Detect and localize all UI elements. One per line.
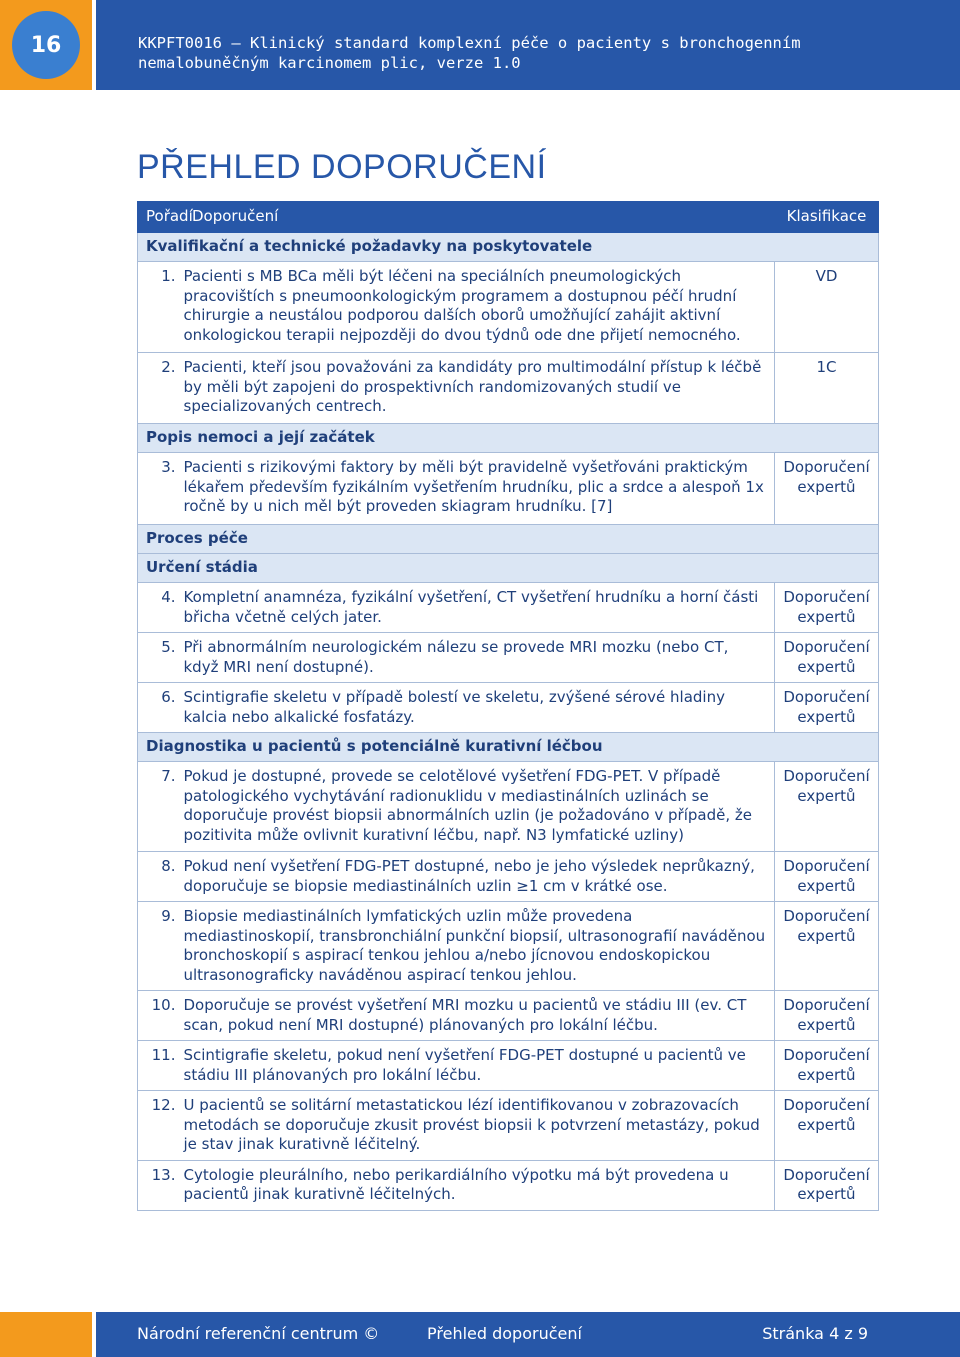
column-header-recommendation: Doporučení — [184, 202, 775, 233]
row-text: Pokud není vyšetření FDG-PET dostupné, nebo je jeho výsledek neprůkazný, doporučuje se biopsie mediastinálních uzlin ≥1 cm v krátké ose. — [184, 852, 775, 902]
table-row — [138, 902, 879, 991]
row-classification: Doporučení expertů — [775, 1160, 879, 1210]
row-number: 6. — [138, 683, 184, 733]
row-number: 3. — [138, 453, 184, 525]
row-text: Při abnormálním neurologickém nálezu se provede MRI mozku (nebo CT, když MRI není dostupné). — [184, 633, 775, 683]
row-number: 1. — [138, 262, 184, 353]
row-classification: Doporučení expertů — [775, 583, 879, 633]
section-row — [138, 233, 879, 262]
footer-organization: Národní referenční centrum © — [137, 1324, 380, 1343]
row-text: Pacienti s rizikovými faktory by měli být pravidelně vyšetřováni praktickým lékařem především fyzikálním vyšetřením hrudníku, plic a srdce a alespoň 1x ročně by u nich měl být proveden skiagram hrudníku. [7] — [184, 453, 775, 525]
table-row — [138, 1091, 879, 1161]
row-classification: Doporučení expertů — [775, 683, 879, 733]
row-number: 2. — [138, 353, 184, 424]
row-classification: Doporučení expertů — [775, 1041, 879, 1091]
section-row — [138, 733, 879, 762]
row-classification: VD — [775, 262, 879, 353]
row-classification: Doporučení expertů — [775, 1091, 879, 1161]
document-title — [138, 33, 938, 73]
section-row — [138, 525, 879, 554]
table-row — [138, 353, 879, 424]
section-title: Popis nemoci a její začátek — [138, 424, 879, 453]
row-number: 4. — [138, 583, 184, 633]
page-number-badge: 16 — [12, 11, 80, 79]
section-title: Určení stádia — [138, 554, 879, 583]
row-text: Pokud je dostupné, provede se celotělové vyšetření FDG-PET. V případě patologického vychytávání radionuklidu v mediastinálních uzlinách se doporučuje provést biopsii abnormálních uzlin (je požadováno v případě, že pozitivita může ovlivnit kurativní léčbu, např. N3 lymfatické uzliny) — [184, 762, 775, 852]
row-text: Pacienti s MB BCa měli být léčeni na speciálních pneumologických pracovištích s pneumoonkologickým programem a dostupnou péčí hrudní chirurgie a neustálou podporou dalších oborů umožňující zahájit aktivní onkologickou terapii nejpozději do dvou týdnů ode dne přijetí nemocného. — [184, 262, 775, 353]
row-number: 5. — [138, 633, 184, 683]
section-row — [138, 554, 879, 583]
table-row — [138, 1160, 879, 1210]
footer-accent-block — [0, 1312, 92, 1357]
table-row — [138, 633, 879, 683]
row-number: 13. — [138, 1160, 184, 1210]
table-row — [138, 991, 879, 1041]
row-classification: Doporučení expertů — [775, 633, 879, 683]
row-text: Kompletní anamnéza, fyzikální vyšetření, CT vyšetření hrudníku a horní části břicha včetně celých jater. — [184, 583, 775, 633]
column-header-order: Pořadí — [138, 202, 184, 233]
section-title: Kvalifikační a technické požadavky na poskytovatele — [138, 233, 879, 262]
table-row — [138, 1041, 879, 1091]
row-number: 7. — [138, 762, 184, 852]
row-classification: 1C — [775, 353, 879, 424]
row-classification: Doporučení expertů — [775, 453, 879, 525]
section-row — [138, 424, 879, 453]
row-number: 11. — [138, 1041, 184, 1091]
row-number: 8. — [138, 852, 184, 902]
row-number: 10. — [138, 991, 184, 1041]
column-header-classification: Klasifikace — [775, 202, 879, 233]
row-classification: Doporučení expertů — [775, 852, 879, 902]
row-text: U pacientů se solitární metastatickou lézí identifikovanou v zobrazovacích metodách se doporučuje zkusit provést biopsii k potvrzení metastázy, pokud je stav jinak kurativně léčitelný. — [184, 1091, 775, 1161]
table-header-row — [138, 202, 879, 233]
section-title: Proces péče — [138, 525, 879, 554]
table-row — [138, 262, 879, 353]
row-text: Biopsie mediastinálních lymfatických uzlin může provedena mediastinoskopií, transbronchiální punkční biopsií, ultrasonografií naváděnou bronchoskopií s aspirací tenkou jehlou a/nebo jícnovou endoskopickou ultrasonograficky naváděnou aspirací tenkou jehlou. — [184, 902, 775, 991]
row-classification: Doporučení expertů — [775, 762, 879, 852]
table-row — [138, 852, 879, 902]
row-number: 9. — [138, 902, 184, 991]
row-number: 12. — [138, 1091, 184, 1161]
row-text: Pacienti, kteří jsou považováni za kandidáty pro multimodální přístup k léčbě by měli být zapojeni do prospektivních randomizovaných studií ve specializovaných centrech. — [184, 353, 775, 424]
table-row — [138, 583, 879, 633]
table-row — [138, 683, 879, 733]
footer-page-counter: Stránka 4 z 9 — [762, 1324, 868, 1343]
page-title: PŘEHLED DOPORUČENÍ — [137, 148, 547, 186]
row-text: Scintigrafie skeletu, pokud není vyšetření FDG-PET dostupné u pacientů ve stádiu III plánovaných pro lokální léčbu. — [184, 1041, 775, 1091]
row-classification: Doporučení expertů — [775, 902, 879, 991]
footer-section-name: Přehled doporučení — [427, 1324, 582, 1343]
table-row — [138, 453, 879, 525]
row-classification: Doporučení expertů — [775, 991, 879, 1041]
row-text: Scintigrafie skeletu v případě bolestí ve skeletu, zvýšené sérové hladiny kalcia nebo alkalické fosfatázy. — [184, 683, 775, 733]
table-row — [138, 762, 879, 852]
section-title: Diagnostika u pacientů s potenciálně kurativní léčbou — [138, 733, 879, 762]
row-text: Cytologie pleurálního, nebo perikardiálního výpotku má být provedena u pacientů jinak kurativně léčitelných. — [184, 1160, 775, 1210]
document-title-line-1: KKPFT0016 – Klinický standard komplexní péče o pacienty s bronchogenním — [138, 34, 801, 52]
document-title-line-2: nemalobuněčným karcinomem plic, verze 1.0 — [138, 54, 521, 72]
recommendations-table — [137, 201, 879, 1211]
row-text: Doporučuje se provést vyšetření MRI mozku u pacientů ve stádiu III (ev. CT scan, pokud není MRI dostupné) plánovaných pro lokální léčbu. — [184, 991, 775, 1041]
